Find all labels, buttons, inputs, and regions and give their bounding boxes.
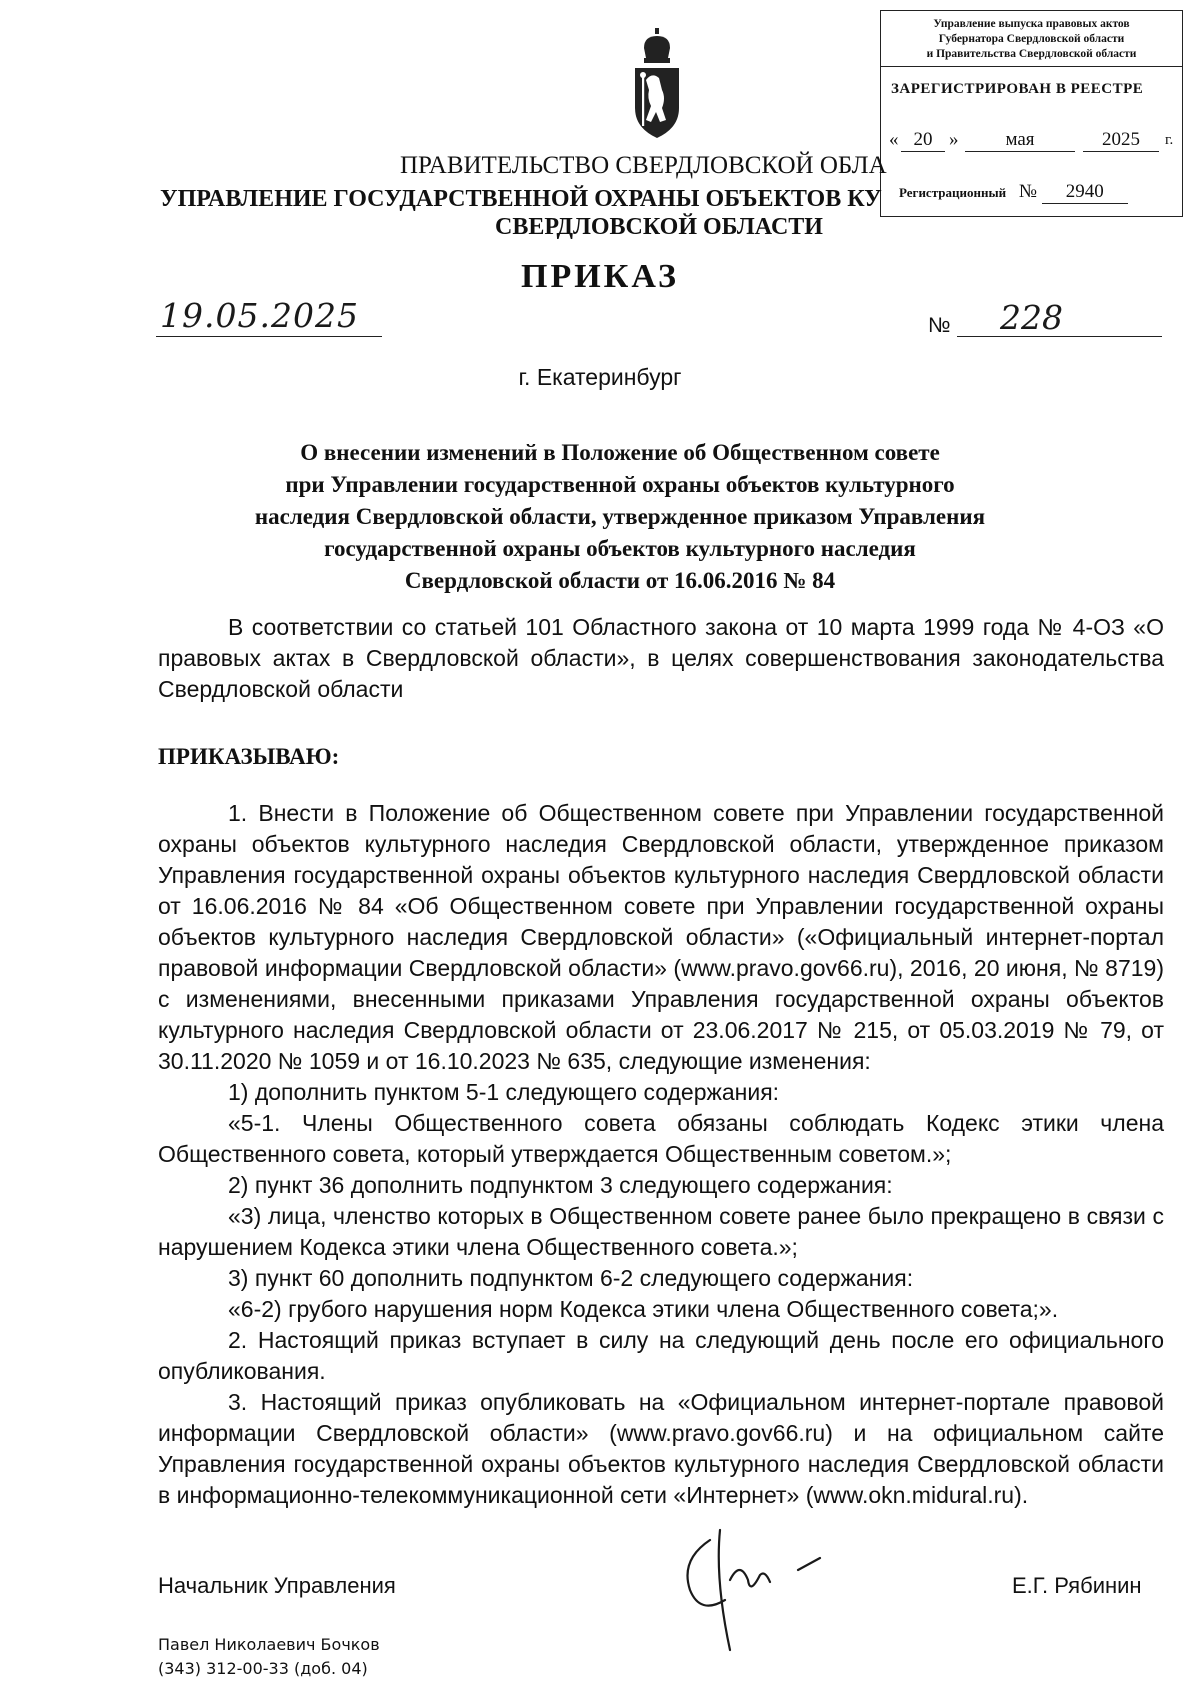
government-name: ПРАВИТЕЛЬСТВО СВЕРДЛОВСКОЙ ОБЛА <box>400 152 887 179</box>
item-2: 2. Настоящий приказ вступает в силу на следующий день после его официального опубликования. <box>158 1327 1164 1384</box>
stamp-quote-close: » <box>949 129 959 150</box>
stamp-num-sign: № <box>1018 181 1037 202</box>
order-subject <box>190 437 1050 597</box>
preamble-text: В соответствии со статьей 101 Областного закона от 10 марта 1999 года № 4-ОЗ «О правовых актах в Свердловской области», в целях совершенствования законодательства Свердловской области <box>158 614 1164 702</box>
stamp-reg-label: Регистрационный <box>899 185 1007 200</box>
subject-line: Свердловской области от 16.06.2016 № 84 <box>404 568 836 593</box>
orders-heading: ПРИКАЗЫВАЮ: <box>158 744 340 769</box>
signer-position: Начальник Управления <box>158 1573 396 1598</box>
item-1-3: 3) пункт 60 дополнить подпунктом 6-2 следующего содержания: <box>228 1265 914 1291</box>
number-underline <box>957 336 1162 337</box>
item-1-1-text: «5-1. Члены Общественного совета обязаны соблюдать Кодекс этики члена Общественного совета, который утверждается Общественным советом.»; <box>158 1110 1164 1167</box>
stamp-header <box>881 11 1182 67</box>
order-items <box>158 798 1164 1511</box>
item-1-2: 2) пункт 36 дополнить подпунктом 3 следующего содержания: <box>228 1172 893 1198</box>
stamp-org-line: и Правительства Свердловской области <box>926 48 1137 60</box>
handwritten-signature-icon <box>670 1520 890 1660</box>
subject-line: наследия Свердловской области, утвержденное приказом Управления <box>254 504 986 529</box>
stamp-quote-open: « <box>889 129 899 150</box>
city: г. Екатеринбург <box>518 364 682 390</box>
registration-stamp <box>880 10 1183 217</box>
document-type: ПРИКАЗ <box>521 258 679 295</box>
item-1-1: 1) дополнить пунктом 5-1 следующего содержания: <box>228 1079 780 1105</box>
stamp-registered-label: ЗАРЕГИСТРИРОВАН В РЕЕСТРЕ <box>891 81 1144 97</box>
signer-name: Е.Г. Рябинин <box>1012 1573 1142 1598</box>
stamp-org-line: Управление выпуска правовых актов <box>933 18 1130 30</box>
subject-line: при Управлении государственной охраны объектов культурного <box>285 472 955 497</box>
number-label: № <box>928 314 951 337</box>
department-name-line1: УПРАВЛЕНИЕ ГОСУДАРСТВЕННОЙ ОХРАНЫ ОБЪЕКТОВ КУ <box>160 186 882 212</box>
subject-line: государственной охраны объектов культурного наследия <box>324 536 916 561</box>
item-1: 1. Внести в Положение об Общественном совете при Управлении государственной охраны объектов культурного наследия Свердловской области, утвержденное приказом Управления государственной охраны объектов культурного наследия Свердловской области от 16.06.2016 № 84 «Об Общественном совете при Управлении государственной охраны объектов культурного наследия Свердловской области» («Официальный интернет-портал правовой информации Свердловской области» (www.pravo.gov66.ru), 2016, 20 июня, № 8719) с изменениями, внесенными приказами Управления государственной охраны объектов культурного наследия Свердловской области от 23.06.2017 № 215, от 05.03.2019 № 79, от 30.11.2020 № 1059 и от 16.10.2023 № 635, следующие изменения: <box>158 800 1164 1074</box>
item-3: 3. Настоящий приказ опубликовать на «Официальном интернет-портале правовой информации Свердловской области» (www.pravo.gov66.ru) и на официальном сайте Управления государственной охраны объектов культурного наследия Свердловской области в информационно-телекоммуникационной сети «Интернет» (www.okn.midural.ru). <box>158 1389 1164 1508</box>
stamp-month: мая <box>1005 129 1035 150</box>
order-date: 19.05.2025 <box>160 296 359 335</box>
stamp-day: 20 <box>913 129 933 150</box>
item-1-3-text: «6-2) грубого нарушения норм Кодекса этики члена Общественного совета;». <box>228 1296 1059 1322</box>
coat-of-arms-icon <box>632 28 682 140</box>
stamp-reg-number <box>899 181 1128 204</box>
stamp-year-suffix: г. <box>1165 132 1174 148</box>
executor-name: Павел Николаевич Бочков <box>158 1635 380 1654</box>
stamp-reg-number-value: 2940 <box>1042 181 1128 204</box>
stamp-org-line: Губернатора Свердловской области <box>938 33 1125 45</box>
executor-phone: (343) 312-00-33 (доб. 04) <box>158 1659 368 1678</box>
subject-line: О внесении изменений в Положение об Общественном совете <box>300 440 940 465</box>
item-1-2-text: «3) лица, членство которых в Общественном совете ранее было прекращено в связи с нарушением Кодекса этики члена Общественного совета.»; <box>158 1203 1164 1260</box>
stamp-year: 2025 <box>1102 129 1140 150</box>
executor-info <box>158 1633 380 1681</box>
department-name-line2: СВЕРДЛОВСКОЙ ОБЛАСТИ <box>495 214 823 240</box>
date-underline <box>156 336 382 337</box>
preamble <box>158 612 1164 705</box>
order-number: 228 <box>1000 298 1063 337</box>
